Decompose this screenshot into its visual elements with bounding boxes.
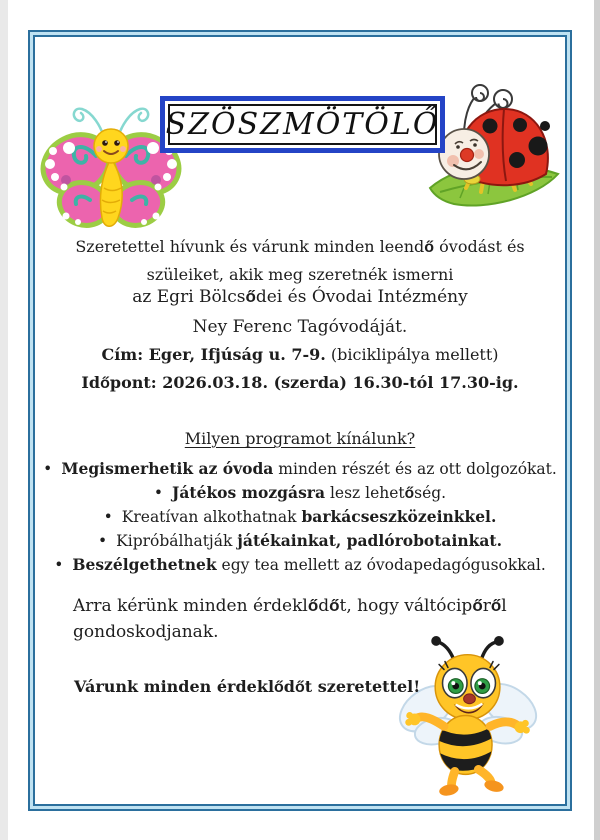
- program-list: [40, 457, 560, 577]
- kindergarten-name-line: Ney Ferenc Tagóvodáját.: [192, 317, 408, 337]
- program-item: [40, 481, 560, 505]
- bullet-dot: •: [153, 484, 164, 502]
- intro-line-2: szüleiket, akik meg szeretnék ismerni: [146, 265, 454, 284]
- bullet-dot: •: [54, 556, 64, 574]
- bee-icon: [393, 634, 545, 796]
- farewell-line: Várunk minden érdeklődőt szeretettel!: [74, 677, 421, 696]
- address-line: Cím: Eger, Ifjúság u. 7-9. (biciklipálya mellett): [101, 345, 499, 364]
- program-item-text: Kreatívan alkothatnak barkácseszközeinkkel.: [121, 507, 497, 526]
- scan-edge-right: [594, 0, 600, 840]
- bullet-dot: •: [43, 460, 53, 478]
- page-title: SZÖSZMÖTÖLŐ: [165, 107, 440, 142]
- note-line-2: gondoskodjanak.: [73, 622, 219, 642]
- institution-line: az Egri Bölcsődei és Óvodai Intézmény: [132, 287, 468, 307]
- intro-paragraph: [40, 233, 560, 288]
- intro-line-1: Szeretettel hívunk és várunk minden leendő óvodást és: [75, 237, 525, 256]
- bullet-dot: •: [98, 532, 108, 550]
- program-item-text: Kipróbálhatják játékainkat, padlórobotainkat.: [116, 531, 502, 550]
- program-item-text: Megismerhetik az óvoda minden részét és az ott dolgozókat.: [61, 459, 557, 478]
- program-item-text: Játékos mozgásra lesz lehetőség.: [172, 483, 447, 502]
- title-box: [160, 96, 445, 153]
- program-heading: Milyen programot kínálunk?: [184, 429, 416, 448]
- note-paragraph: [73, 593, 533, 645]
- program-item-text: Beszélgethetnek egy tea mellett az óvodapedagógusokkal.: [72, 555, 546, 574]
- program-item: [40, 553, 560, 577]
- program-item: [40, 505, 560, 529]
- bullet-dot: •: [103, 508, 113, 526]
- ladybug-icon: [424, 80, 564, 220]
- program-item: [40, 457, 560, 481]
- datetime-line: Időpont: 2026.03.18. (szerda) 16.30-tól 17.30-ig.: [81, 373, 519, 392]
- scan-edge-left: [0, 0, 8, 840]
- program-item: [40, 529, 560, 553]
- note-line-1: Arra kérünk minden érdeklődőt, hogy váltócipőről: [73, 596, 507, 616]
